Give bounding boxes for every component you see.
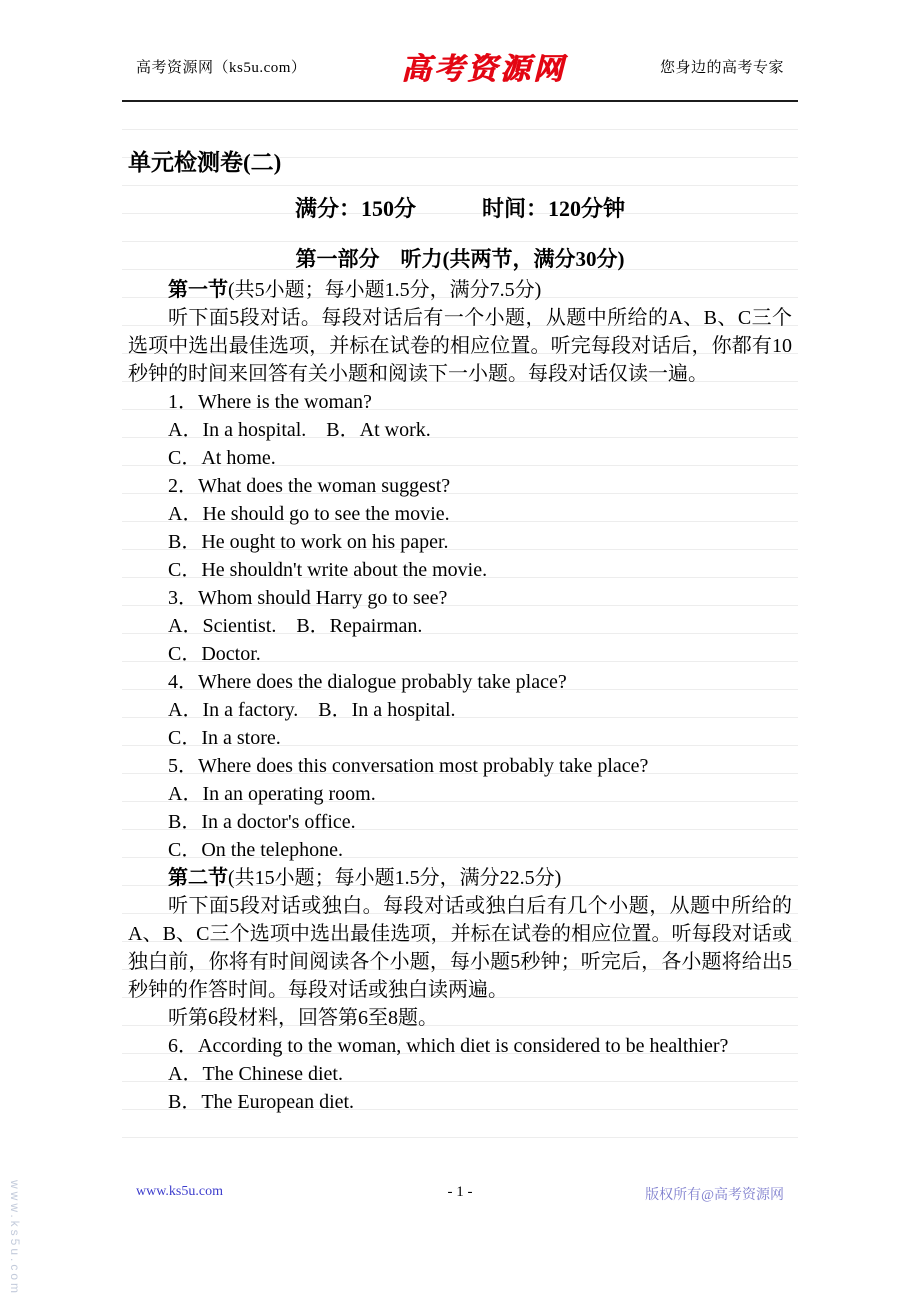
page-header (122, 0, 798, 102)
text-line: A．The Chinese diet. (168, 1063, 343, 1085)
text-line: A．He should go to see the movie. (168, 503, 450, 525)
text-line: B．The European diet. (168, 1091, 355, 1113)
page-footer (0, 1184, 920, 1206)
text-line: C．At home. (168, 447, 276, 469)
text-line: 听第6段材料，回答第6至8题。 (168, 1007, 438, 1029)
text-line: B．He ought to work on his paper. (168, 531, 449, 553)
text-line: 满分：150分 时间：120分钟 (294, 196, 625, 221)
text-line: B．In a doctor's office. (168, 811, 356, 833)
text-line: 4．Where does the dialogue probably take place? (168, 671, 567, 693)
header-site-name: 高考资源网（ks5u.com） (136, 59, 307, 76)
text-line: 2．What does the woman suggest? (168, 475, 451, 497)
text-line: 听下面5段对话或独白。每段对话或独白后有几个小题，从题中所给的A、B、C三个选项中选出最佳选项，并标在试卷的相应位置。听每段对话或独白前，你将有时间阅读各个小题，每小题5秒钟；听完后，各小题将给出5秒钟的作答时间。每段对话或独白读两遍。 (128, 895, 792, 1001)
footer-site-link[interactable]: www.ks5u.com (136, 1184, 223, 1199)
text-line: 6．According to the woman, which diet is considered to be healthier? (168, 1035, 729, 1057)
text-line: 第一节(共5小题；每小题1.5分，满分7.5分) (168, 279, 542, 301)
header-tagline: 您身边的高考专家 (659, 59, 784, 76)
text-line: 听下面5段对话。每段对话后有一个小题，从题中所给的A、B、C三个选项中选出最佳选项，并标在试卷的相应位置。听完每段对话后，你都有10秒钟的时间来回答有关小题和阅读下一小题。每段对话仅读一遍。 (128, 307, 792, 385)
text-line: 3．Whom should Harry go to see? (168, 587, 448, 609)
text-line: 第二节(共15小题；每小题1.5分，满分22.5分) (168, 867, 562, 889)
text-line: A．Scientist. B．Repairman. (168, 615, 423, 637)
text-line: A．In an operating room. (168, 783, 376, 805)
text-line: 单元检测卷(二) (128, 150, 282, 175)
text-line: C．In a store. (168, 727, 281, 749)
site-logo: 高考资源网 (400, 53, 566, 86)
text-line: 1．Where is the woman? (168, 391, 372, 413)
page-number: - 1 - (447, 1184, 473, 1200)
text-line: A．In a hospital. B．At work. (168, 419, 431, 441)
footer-copyright: 版权所有@高考资源网 (645, 1188, 784, 1203)
document-body (122, 102, 798, 1142)
text-line: A．In a factory. B．In a hospital. (168, 699, 456, 721)
text-line: C．Doctor. (168, 643, 261, 665)
text-line: C．He shouldn't write about the movie. (168, 559, 488, 581)
text-line: C．On the telephone. (168, 839, 343, 861)
text-line: 第一部分 听力(共两节，满分30分) (295, 247, 625, 271)
side-watermark: www.ks5u.com (8, 1179, 22, 1296)
text-line: 5．Where does this conversation most probably take place? (168, 755, 649, 777)
